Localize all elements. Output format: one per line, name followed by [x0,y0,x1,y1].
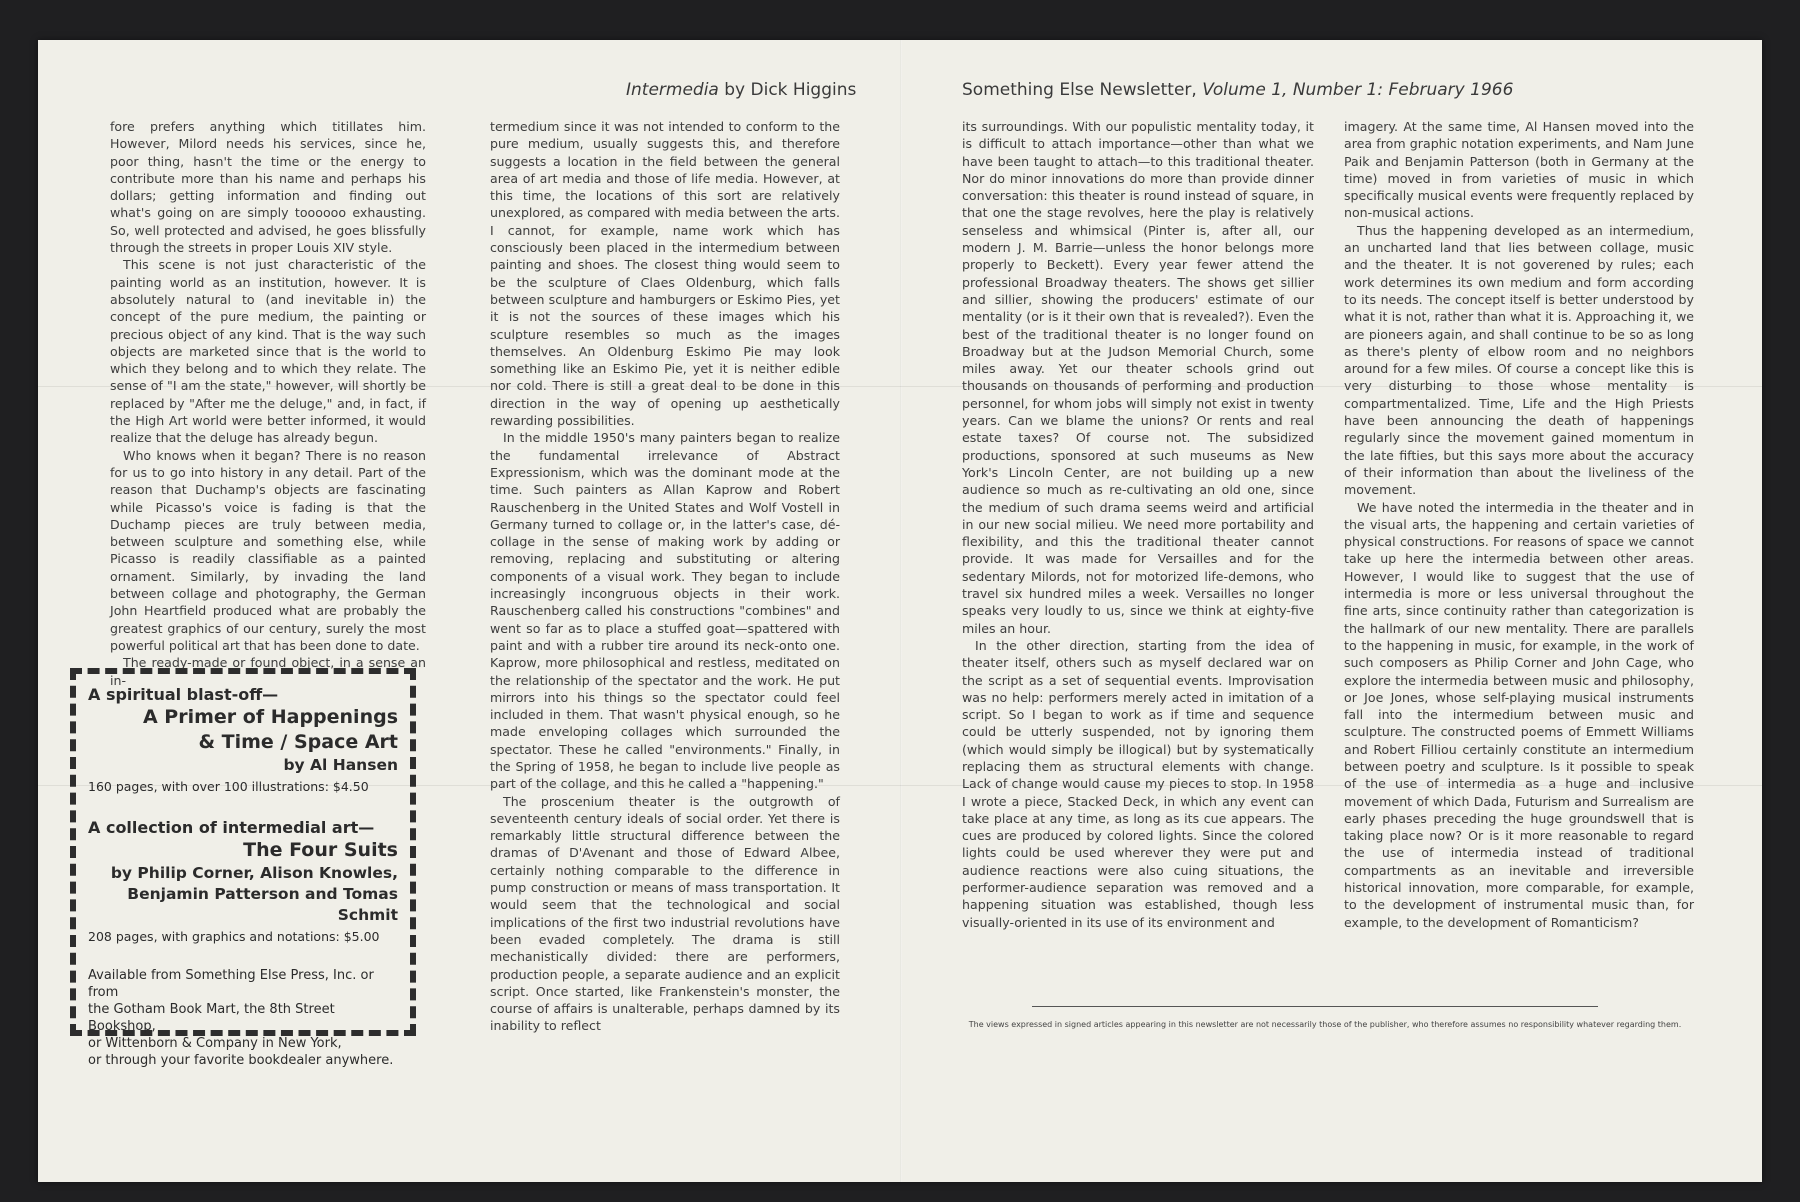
paragraph: The ready-made or found object, in a sense an in- [110,655,426,688]
paragraph: termedium since it was not intended to conform to the pure medium, usually suggests this, and therefore suggests a location in the field between the general area of art media and those of life media. However, at this time, the locations of this sort are relatively unexplored, as compared with media between the arts. I cannot, for example, name work which has consciously been placed in the intermedium between painting and shoes. The closest thing would seem to be the sculpture of Claes Oldenburg, which falls between sculpture and hamburgers or Eskimo Pies, yet it is not the sources of these images which his sculpture resembles so much as the images themselves. An Oldenburg Eskimo Pie may look something like an Eskimo Pie, yet it is neither edible nor cold. There is still a great deal to be done in this direction in the way of opening up aesthetically rewarding possibilities. [490,119,840,429]
ad-specs: 160 pages, with over 100 illustrations: $4.50 [88,779,369,794]
column-4 [1344,118,1694,978]
paragraph: In the other direction, starting from the idea of theater itself, others such as myself declared war on the script as a set of sequential events. Improvisation was no help: performers merely acted in imitation of a script. So I began to work as if time and sequence could be utterly suspended, not by ignoring them (which would simply be illogical) but by systematically replacing them as structural elements with change. Lack of change would cause my pieces to stop. In 1958 I wrote a piece, Stacked Deck, in which any event can take place at any time, as long as its cue appears. The cues are produced by colored lights. Since the colored lights could be used wherever they were put and audience reactions were also cuing situations, the performer-audience separation was removed and a happening situation was established, though less visually-oriented in its use of its environment and [962,637,1314,930]
ad-availability: the Gotham Book Mart, the 8th Street Bookshop, [88,1002,335,1034]
column-3 [962,118,1314,978]
left-page-header [626,82,856,99]
right-page-header [962,82,1513,99]
ad-availability: Available from Something Else Press, Inc. or from [88,968,374,1000]
ad-heading: A collection of intermedial art— [88,818,375,837]
article-title: Intermedia [626,80,719,100]
paragraph: fore prefers anything which titillates him. However, Milord needs his services, since he, poor thing, hasn't the time or the energy to contribute more than his name and perhaps his dollars; getting information and finding out what's going on are simply toooooo exhausting. So, well protected and advised, he goes blissfully through the streets in proper Louis XIV style. [110,119,426,256]
ad-availability: or through your favorite bookdealer anywhere. [88,1053,394,1068]
paragraph: In the middle 1950's many painters began to realize the fundamental irrelevance of Abstract Expressionism, which was the dominant mode at the time. Such painters as Allan Kaprow and Robert Rauschenberg in the United States and Wolf Vostell in Germany turned to collage or, in the latter's case, dé-collage in the sense of making work by adding or removing, replacing and substituting or altering components of a visual work. They began to include increasingly incongruous objects in their work. Rauschenberg called his constructions "combines" and went so far as to place a stuffed goat—spattered with paint and with a rubber tire around its neck-onto one. Kaprow, more philosophical and restless, meditated on the relationship of the spectator and the work. He put mirrors into his things so the spectator could feel included in them. That wasn't physical enough, so he made enveloping collages which surrounded the spectator. These he called "environments." Finally, in the Spring of 1958, he began to include live people as part of the collage, and this he called a "happening." [490,430,840,792]
newsletter-name: Something Else Newsletter, [962,80,1197,100]
paragraph: Thus the happening developed as an intermedium, an uncharted land that lies between collage, music and the theater. It is not goverened by rules; each work determines its own medium and form according to its needs. The concept itself is better understood by what it is not, rather than what it is. Approaching it, we are pioneers again, and shall continue to be so as long as there's plenty of elbow room and no neighbors around for a few miles. Of course a concept like this is very disturbing to those whose mentality is compartmentalized. Time, Life and the High Priests have been announcing the death of happenings regularly since the movement gained momentum in the late fifties, but this says more about the accuracy of their information than about the liveliness of the movement. [1344,222,1694,498]
book-advertisement [70,668,416,1068]
paragraph: Who knows when it began? There is no reason for us to go into history in any detail. Part of the reason that Duchamp's objects are fascinating while Picasso's voice is fading is that the Duchamp pieces are truly between media, between sculpture and something else, while Picasso is readily classifiable as a painted ornament. Similarly, by invading the land between collage and photography, the German John Heartfield produced what are probably the greatest graphics of our century, surely the most powerful political art that has been done to date. [110,447,426,653]
paragraph: its surroundings. With our populistic mentality today, it is difficult to attach importance—other than what we have been taught to attach—to this traditional theater. Nor do minor innovations do more than provide dinner conversation: this theater is round instead of square, in that one the stage revolves, here the play is relatively senseless and whimsical (Pinter is, after all, our modern J. M. Barrie—unless the honor belongs more properly to Beckett). Every year fewer attend the professional Broadway theaters. The shows get sillier and sillier, showing the producers' estimate of our mentality (or is it their own that is revealed?). Even the best of the traditional theater is no longer found on Broadway but at the Judson Memorial Church, some miles away. Yet our theater schools grind out thousands on thousands of performing and production personnel, for whom jobs will simply not exist in twenty years. Can we blame the unions? Or rents and real estate taxes? Of course not. The subsidized productions, sponsored at such museums as New York's Lincoln Center, are not building up a new audience so much as re-cultivating an old one, since the medium of such drama seems weird and artificial in our new social milieu. We need more portability and flexibility, and this the traditional theater cannot provide. It was made for Versailles and for the sedentary Milords, not for motorized life-demons, who travel six hundred miles a week. Versailles no longer speaks very loudly to us, since we think at eighty-five miles an hour. [962,119,1314,636]
ad-author: by Philip Corner, Alison Knowles, [110,864,398,882]
paragraph: The proscenium theater is the outgrowth of seventeenth century ideals of social order. Yet there is remarkably little structural difference between the dramas of D'Avenant and those of Edward Albee, certainly nothing comparable to the difference in pump construction or means of mass transportation. It would seem that the technological and social implications of the first two industrial revolutions have been evaded completely. The drama is still mechanistically divided: there are performers, production people, a separate audience and an explicit script. Once started, like Frankenstein's monster, the course of affairs is unalterable, perhaps damned by its inability to reflect [490,793,840,1034]
paragraph: imagery. At the same time, Al Hansen moved into the area from graphic notation experiments, and Nam June Paik and Benjamin Patterson (both in Germany at the time) moved in from varieties of music in which specifically musical events were frequently replaced by non-musical actions. [1344,119,1694,221]
column-1 [110,118,426,688]
paragraph: This scene is not just characteristic of the painting world as an institution, however. It is absolutely natural to (and inevitable in) the concept of the pure medium, the painting or precious object of any kind. That is the way such objects are marketed since that is the world to which they belong and to which they relate. The sense of "I am the state," however, will shortly be replaced by "After me the deluge," and, in fact, if the High Art world were better informed, it would realize that the deluge has already begun. [110,257,426,446]
issue-info: Volume 1, Number 1: February 1966 [1202,80,1514,100]
ad-book-title: The Four Suits [243,839,398,861]
ad-author: Benjamin Patterson and Tomas Schmit [127,885,398,924]
ad-availability: or Wittenborn & Company in New York, [88,1036,342,1051]
ad-heading: A spiritual blast-off— [88,685,279,704]
ad-book-title: A Primer of Happenings [142,706,398,728]
center-fold [900,40,902,1182]
ad-specs: 208 pages, with graphics and notations: $5.00 [88,929,380,944]
ad-author: by Al Hansen [283,756,398,774]
ad-book-title: & Time / Space Art [198,731,398,753]
publisher-disclaimer: The views expressed in signed articles appearing in this newsletter are not necessarily those of the publisher, who therefore assumes no responsibility whatever regarding them. [968,1020,1682,1029]
article-byline: by Dick Higgins [724,80,857,100]
column-2 [490,118,840,1048]
footer-rule [1032,1006,1598,1007]
paragraph: We have noted the intermedia in the theater and in the visual arts, the happening and certain varieties of physical constructions. For reasons of space we cannot take up here the intermedia between other areas. However, I would like to suggest that the use of intermedia is more or less universal throughout the fine arts, since continuity rather than categorization is the hallmark of our new mentality. There are parallels to the happening in music, for example, in the work of such composers as Philip Corner and John Cage, who explore the intermedia between music and philosophy, or Joe Jones, whose self-playing musical instruments fall into the intermedium between music and sculpture. The constructed poems of Emmett Williams and Robert Filliou certainly constitute an intermedium between poetry and sculpture. Is it possible to speak of the use of intermedia as a huge and inclusive movement of which Dada, Futurism and Surrealism are early phases preceding the huge groundswell that is taking place now? Or is it more reasonable to regard the use of intermedia instead of traditional compartments as an inevitable and irreversible historical innovation, more comparable, for example, to the development of instrumental music than, for example, to the development of Romanticism? [1344,499,1694,930]
